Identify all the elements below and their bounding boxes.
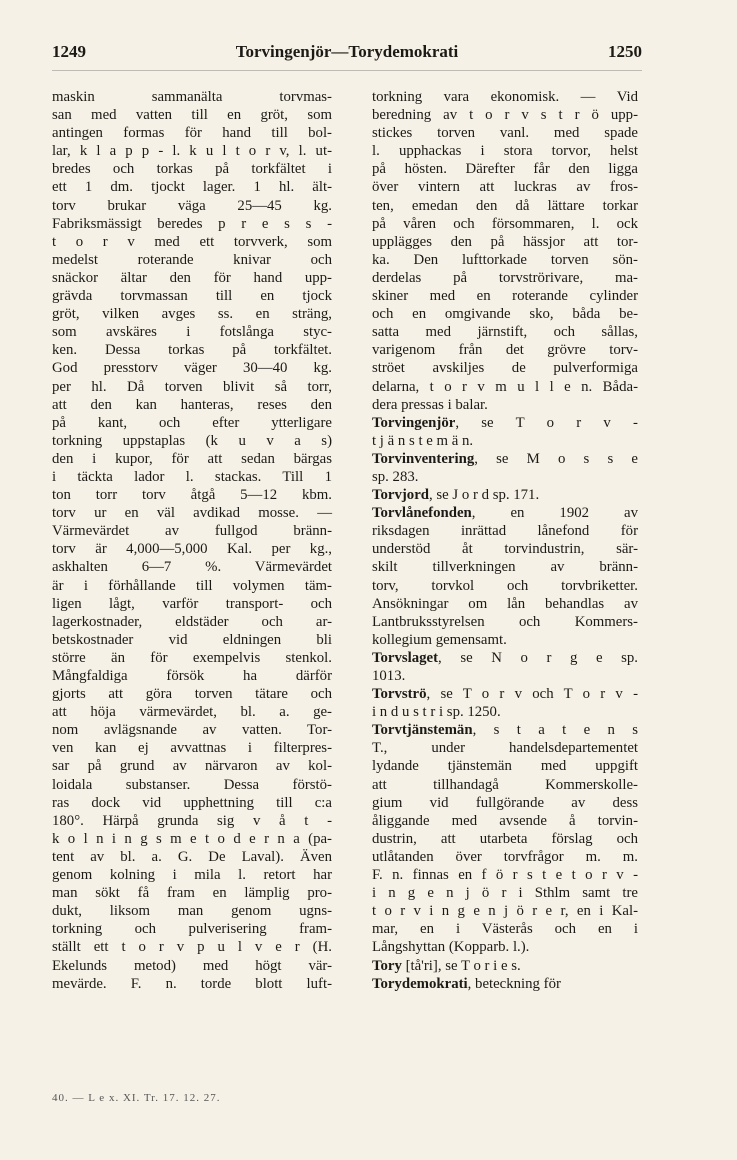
text-line: sar på grund av närvaron av kol- <box>52 758 332 775</box>
text-line: torv, torvkol och torvbriketter. <box>372 577 638 594</box>
printer-footer: 40. — L e x. XI. Tr. 17. 12. 27. <box>52 1092 221 1104</box>
text-line: Torvslaget, se N o r g e sp. <box>372 649 638 666</box>
headword: Torvströ <box>372 686 427 703</box>
running-title: Torvingenjör—Torydemokrati <box>235 42 459 61</box>
text-line: t o r v med ett torvverk, som <box>52 233 332 250</box>
headword: Tory <box>372 957 406 974</box>
text-line: loidala substanser. Dessa förstö- <box>52 776 332 793</box>
text-line: är i förhållande till volymen täm- <box>52 577 332 594</box>
text-line: ka. Den lufttorkade torven sön- <box>372 251 638 268</box>
text-line: sp. 283. <box>372 468 419 485</box>
text-line: understöd åt torvindustrin, sär- <box>372 541 638 558</box>
text-line: att höja värmevärdet, bl. a. ge- <box>52 704 332 721</box>
text-line: mar, en i Västerås och en i <box>372 921 638 938</box>
text-line: ton torr torv åtgå 5—12 kbm. <box>52 487 332 504</box>
headword: Torvingenjör <box>372 414 456 431</box>
text-line: på våren och försommaren, l. ock <box>372 215 638 232</box>
text-line: san med vatten till en gröt, som <box>52 107 332 124</box>
text-line: gjorts att göra torven tätare och <box>52 686 332 703</box>
text-line: i täckta lador l. stackas. Till 1 <box>52 468 332 485</box>
text-line: åliggande med avsende å torvin- <box>372 812 638 829</box>
headword: Torvinventering <box>372 450 475 467</box>
text-line: Torydemokrati, beteckning för <box>372 975 561 992</box>
text-line: F. n. finnas en f ö r s t e t o r v - <box>372 867 638 884</box>
text-line: t j ä n s t e m ä n. <box>372 432 474 449</box>
text-line: större än för exempelvis stenkol. <box>52 649 332 666</box>
text-line: som avskäres i fotslånga styc- <box>52 324 332 341</box>
text-line: den i kupor, för att sedan bärgas <box>52 450 332 467</box>
text-line: torv brukar väga 25—45 kg. <box>52 197 332 214</box>
text-line: T., under handelsdepartementet <box>372 740 638 757</box>
text-line: antingen formas för hand till bol- <box>52 125 332 142</box>
text-line: ett 1 dm. tjockt lager. 1 hl. ält- <box>52 179 332 196</box>
text-line: torv är 4,000—5,000 Kal. per kg., <box>52 541 332 558</box>
left-column <box>52 88 332 993</box>
text-line: Mångfaldiga försök ha därför <box>52 668 332 684</box>
text-line: satta med järnstift, och sållas, <box>372 324 638 341</box>
text-line: genom kolning i mila l. retort har <box>52 867 332 884</box>
text-line: på kant, och efter ytterligare <box>52 414 332 431</box>
headword: Torvlånefonden <box>372 505 472 522</box>
text-line: beredning av t o r v s t r ö upp- <box>372 107 638 124</box>
text-line: askhalten 6—7 %. Värmevärdet <box>52 559 332 576</box>
text-line: Värmevärdet av fullgod bränn- <box>52 523 332 540</box>
text-line: dera pressas i balar. <box>372 396 488 413</box>
text-line: över vintern att luckras av fros- <box>372 179 638 196</box>
text-line: torkning och pulverisering fram- <box>52 921 332 938</box>
text-line: snäckor ältar den för hand upp- <box>52 269 332 286</box>
header-rule <box>52 70 642 71</box>
text-line: Torvjord, se J o r d sp. 171. <box>372 487 540 504</box>
headword: Torvtjänstemän <box>372 722 473 739</box>
text-line: dukt, liksom man genom ugns- <box>52 903 332 920</box>
text-line: lagerkostnader, eldstäder och ar- <box>52 613 332 630</box>
text-line: God presstorv väger 30—40 kg. <box>52 360 332 377</box>
text-line: 180°. Härpå grunda sig v å t - <box>52 812 332 829</box>
text-line: man sökt få fram en lämplig pro- <box>52 885 332 902</box>
text-line: mevärde. F. n. torde blott luft- <box>52 975 332 992</box>
text-line: stickes torven vanl. med spade <box>372 125 638 142</box>
text-line: ligen lågt, varför transport- och <box>52 595 332 612</box>
text-line: Tory [tå'ri], se T o r i e s. <box>372 957 521 974</box>
text-line: l. upphackas i stora torvor, helst <box>372 143 638 160</box>
text-line: upplägges den på hässjor att tor- <box>372 233 638 250</box>
text-line: Torvtjänstemän, s t a t e n s <box>372 722 638 739</box>
text-line: riksdagen inrättad lånefond för <box>372 523 638 540</box>
text-line: ras dock vid upphettning till c:a <box>52 794 332 811</box>
text-line: 1013. <box>372 668 406 684</box>
text-line: lar, k l a p p - l. k u l t o r v, l. ut- <box>52 143 332 160</box>
text-line: torv ur en väl avdikad mosse. — <box>52 505 332 522</box>
text-line: skilt tillverkningen av bränn- <box>372 559 638 576</box>
text-line: Torvlånefonden, en 1902 av <box>372 505 638 522</box>
text-line: delarna, t o r v m u l l e n. Båda- <box>372 378 638 395</box>
headword: Torvjord <box>372 487 429 504</box>
text-line: att tillhandagå Kommerskolle- <box>372 776 638 793</box>
text-line: Ansökningar om lån behandlas av <box>372 595 638 612</box>
right-column <box>372 88 638 993</box>
page-header <box>52 38 642 66</box>
text-line: att den kan hanteras, reses den <box>52 396 332 413</box>
text-line: betskostnader vid eldningen bli <box>52 631 332 648</box>
text-line: t o r v i n g e n j ö r e r, en i Kal- <box>372 903 638 920</box>
text-line: Torvingenjör, se T o r v - <box>372 414 638 431</box>
text-line: lydande tjänstemän med uppgift <box>372 758 638 775</box>
text-line: kollegium gemensamt. <box>372 631 507 648</box>
text-line: ten, emedan den då lättare torkar <box>372 197 638 214</box>
text-line: ställt ett t o r v p u l v e r (H. <box>52 939 332 956</box>
text-line: torkning vara ekonomisk. — Vid <box>372 89 638 105</box>
text-line: utlåtanden över torvfrågor m. m. <box>372 848 638 865</box>
text-line: nom avlägsnande av vatten. Tor- <box>52 722 332 739</box>
text-line: maskin sammanälta torvmas- <box>52 89 332 105</box>
text-line: bredes och torkas på torkfältet i <box>52 161 332 178</box>
text-line: i n d u s t r i sp. 1250. <box>372 704 501 721</box>
headword: Torvslaget <box>372 649 439 666</box>
text-line: varigenom från det grövre torv- <box>372 342 638 359</box>
text-line: skiner med en roterande cylinder <box>372 288 638 305</box>
text-line: på hösten. Därefter får den ligga <box>372 161 638 178</box>
text-line: gium vid fullgörande av dess <box>372 794 638 811</box>
text-line: Ekelunds metod) med högt vär- <box>52 957 332 974</box>
text-line: gröt, vilken avges ss. en sträng, <box>52 306 332 323</box>
text-line: Långshyttan (Kopparb. l.). <box>372 939 530 956</box>
text-line: dustrin, att utarbeta förslag och <box>372 830 638 847</box>
text-line: medelst roterande knivar och <box>52 251 332 268</box>
text-line: tent av bl. a. G. De Laval). Även <box>52 848 332 865</box>
text-line: ken. Dessa torkas på torkfältet. <box>52 342 332 359</box>
headword: Torydemokrati <box>372 975 468 992</box>
text-line: Lantbruksstyrelsen och Kommers- <box>372 613 638 630</box>
text-line: Torvströ, se T o r v och T o r v - <box>372 686 638 703</box>
text-line: k o l n i n g s m e t o d e r n a (pa- <box>52 830 332 847</box>
text-line: och en omgivande sko, båda be- <box>372 306 638 323</box>
left-page-number: 1249 <box>52 42 86 61</box>
text-line: Fabriksmässigt beredes p r e s s - <box>52 215 332 232</box>
text-line: ströet avskiljes de pulverformiga <box>372 360 638 377</box>
text-line: per hl. Då torven blivit så torr, <box>52 378 332 395</box>
text-line: grävda torvmassan till en tjock <box>52 288 332 305</box>
text-line: torkning uppstaplas (k u v a s) <box>52 432 332 449</box>
text-line: Torvinventering, se M o s s e <box>372 450 638 467</box>
text-line: ven kan ej avvattnas i filterpres- <box>52 740 332 757</box>
text-line: derdelas på torvströrivare, ma- <box>372 269 638 286</box>
text-line: i n g e n j ö r i Sthlm samt tre <box>372 885 638 902</box>
right-page-number: 1250 <box>608 42 642 61</box>
